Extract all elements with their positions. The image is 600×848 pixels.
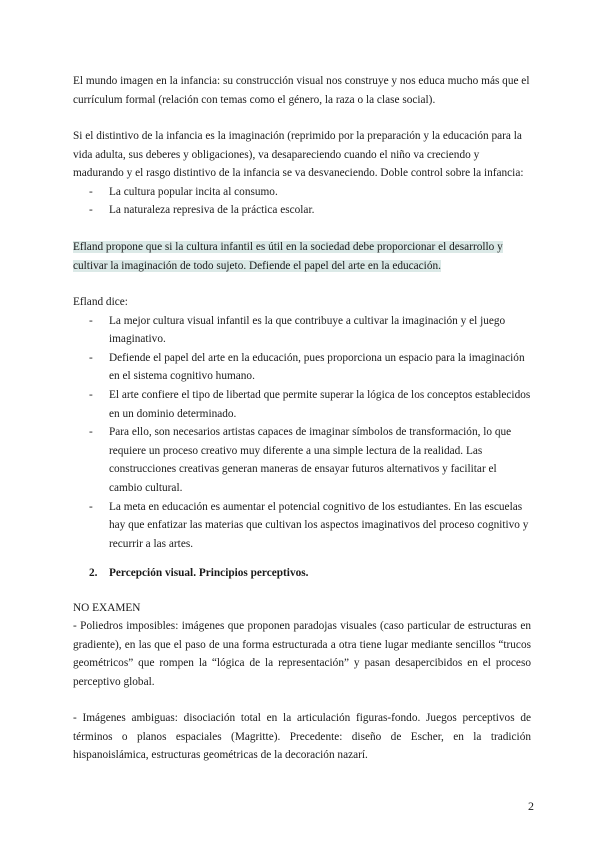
section-heading [73, 564, 547, 583]
efland-intro: Efland dice: [73, 296, 128, 308]
page-number: 2 [528, 799, 534, 813]
list-item: - El arte confiere el tipo de libertad que permite superar la lógica de los conceptos establecidos en un dominio determinado. [73, 386, 531, 423]
highlighted-paragraph [73, 238, 531, 275]
list-item: - La meta en educación es aumentar el potencial cognitivo de los estudiantes. En las escuelas hay que enfatizar las materias que cultivan los aspectos imaginativos del proceso cognitivo y recurrir a las artes. [73, 498, 531, 554]
paragraph-imagenes-ambiguas: - Imágenes ambiguas: disociación total en la articulación figuras-fondo. Juegos perceptivos de términos o planos espaciales (Magritte). Precedente: diseño de Escher, en la tradición hispanoislámica, estructuras geométricas de la decoración nazarí. [73, 712, 531, 762]
list-item: - La naturaleza represiva de la práctica escolar. [73, 201, 531, 220]
paragraph-poliedros: - Poliedros imposibles: imágenes que proponen paradojas visuales (caso particular de estructuras en gradiente), en las que el paso de una forma estructurada a otra tiene lugar mediante sencillos “trucos geométricos” que rompen la “lógica de la representación” y pasan desapercibidos en el proceso perceptivo global. [73, 620, 531, 688]
section-title: Percepción visual. Principios perceptivos. [109, 567, 309, 579]
no-examen-label: NO EXAMEN [73, 602, 141, 614]
control-list [73, 183, 531, 220]
list-item: - Defiende el papel del arte en la educación, pues proporciona un espacio para la imaginación en el sistema cognitivo humano. [73, 349, 531, 386]
paragraph-mundo-imagen: El mundo imagen en la infancia: su construcción visual nos construye y nos educa mucho más que el currículum formal (relación con temas como el género, la raza o la clase social). [73, 75, 530, 106]
section-number: 2. [89, 567, 98, 579]
efland-list [73, 312, 531, 554]
list-item: - Para ello, son necesarios artistas capaces de imaginar símbolos de transformación, lo que requiere un proceso creativo muy diferente a una simple lectura de la realidad. Las construcciones creativas generan maneras de ensayar futuros alternativos y facilitar el cambio cultural. [73, 423, 531, 497]
highlighted-text: Efland propone que si la cultura infantil es útil en la sociedad debe proporcionar el desarrollo y cultivar la imaginación de todo sujeto. Defiende el papel del arte en la educación. [73, 241, 503, 272]
paragraph-distintivo-infancia [73, 127, 531, 220]
paragraph-distintivo-text: Si el distintivo de la infancia es la imaginación (reprimido por la preparación y la educación para la vida adulta, sus deberes y obligaciones), va desapareciendo cuando el niño va creciendo y madurando y el rasgo distintivo de la infancia se va desvaneciendo. Doble control sobre la infancia: [73, 130, 524, 180]
list-item: - La mejor cultura visual infantil es la que contribuye a cultivar la imaginación y el juego imaginativo. [73, 312, 531, 349]
efland-section [73, 293, 531, 553]
list-item: - La cultura popular incita al consumo. [73, 183, 531, 202]
